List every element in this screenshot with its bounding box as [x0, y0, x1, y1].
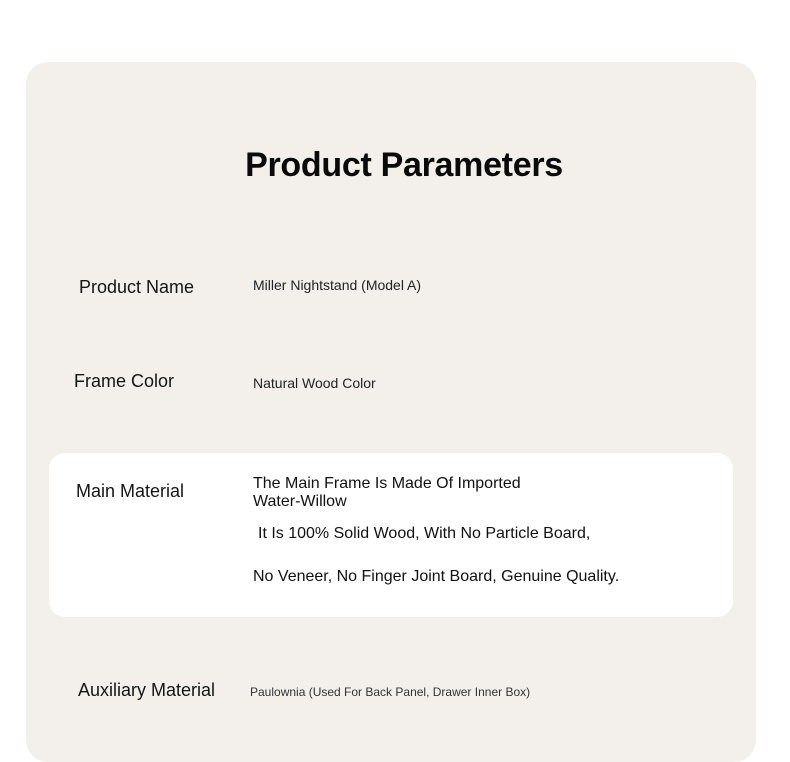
- auxiliary-material-label: Auxiliary Material: [78, 680, 216, 700]
- main-material-label: Main Material: [76, 481, 185, 501]
- main-material-line-4: No Veneer, No Finger Joint Board, Genuine Quality.: [253, 568, 620, 585]
- main-material-line-1: The Main Frame Is Made Of Imported: [253, 475, 521, 492]
- main-material-line-3: It Is 100% Solid Wood, With No Particle Board,: [258, 525, 591, 542]
- product-name-label: Product Name: [79, 277, 195, 297]
- auxiliary-material-value: Paulownia (Used For Back Panel, Drawer Inner Box): [250, 685, 531, 699]
- frame-color-label: Frame Color: [74, 371, 175, 391]
- main-material-line-2: Water-Willow: [253, 493, 347, 510]
- product-name-value: Miller Nightstand (Model A): [253, 277, 422, 293]
- page-title: Product Parameters: [245, 146, 563, 184]
- frame-color-value: Natural Wood Color: [253, 375, 376, 391]
